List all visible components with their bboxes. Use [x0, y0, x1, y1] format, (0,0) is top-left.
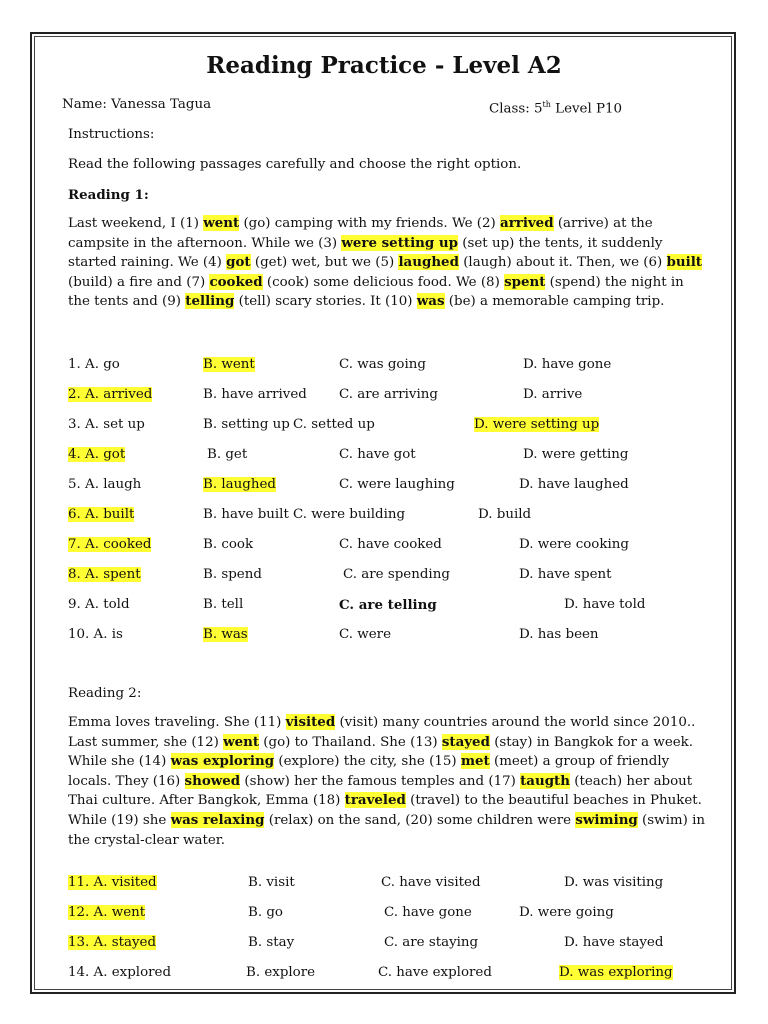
answer-option: B. spend [203, 567, 262, 582]
passage-text: (get) wet, but we (5) [250, 255, 399, 271]
passage-text: (go) to Thailand. She (13) [259, 734, 442, 750]
passage-text: Last weekend, I (1) [68, 216, 204, 231]
passage-text: (teach) her about Thai culture. After Bangkok, Emma (18) [68, 773, 693, 809]
answer-option: 6. A. built [68, 507, 135, 522]
answer-option: D. have stayed [564, 935, 664, 950]
reading2-heading: Reading 2: [68, 686, 142, 701]
answer-highlight: was [416, 293, 445, 310]
page-title: Reading Practice - Level A2 [206, 52, 562, 79]
passage-text: (swim) in the crystal-clear water. [68, 812, 705, 848]
passage-text: (build) a fire and (7) [68, 274, 210, 290]
instructions-text: Read the following passages carefully and choose the right option. [68, 157, 522, 172]
answer-option: B. explore [246, 965, 316, 980]
reading1-heading: Reading 1: [68, 187, 149, 203]
passage-text: (explore) the city, she (15) [274, 754, 461, 770]
passage-text: (laugh) about it. Then, we (6) [458, 255, 667, 271]
passage-text: (spend) the night in the tents and (9) [68, 274, 684, 310]
answer-highlight: cooked [209, 273, 263, 290]
answer-option: 9. A. told [68, 597, 130, 612]
passage-text: (arrive) at the campsite in the afternoon. While we (3) [68, 216, 653, 251]
answer-option: C. are spending [343, 567, 450, 582]
answer-highlight: visited [285, 714, 336, 730]
answer-highlight: telling [185, 293, 235, 310]
answer-option: 12. A. went [68, 905, 146, 920]
passage-text: (set up) the tents, it suddenly started raining. We (4) [68, 235, 663, 271]
answer-highlight: built [666, 254, 702, 271]
answer-option: B. was [203, 627, 248, 642]
passage-text: (go) camping with my friends. We (2) [239, 216, 501, 231]
passage-text: (stay) in Bangkok for a week. While she (14) [68, 734, 694, 770]
answer-highlight: arrived [500, 215, 554, 231]
answer-option: B. laughed [203, 477, 276, 492]
answer-option: B. tell [203, 597, 244, 612]
answer-option: 11. A. visited [68, 875, 157, 890]
answer-highlight: taugth [520, 772, 570, 789]
answer-option: B. cook [203, 537, 254, 552]
answer-option: B. visit [248, 875, 295, 890]
answer-option: 8. A. spent [68, 567, 141, 582]
answer-option: D. have laughed [519, 477, 629, 492]
answer-option: 1. A. go [68, 357, 120, 372]
reading2-passage [68, 713, 708, 850]
answer-option: C. have got [339, 447, 416, 462]
answer-option: C. have gone [384, 905, 472, 920]
answer-option: D. were cooking [519, 537, 629, 552]
passage-text: (tell) scary stories. It (10) [234, 294, 417, 310]
answer-option: C. were laughing [339, 477, 455, 492]
passage-text: (be) a memorable camping trip. [444, 294, 665, 310]
instructions-label: Instructions: [68, 127, 155, 142]
passage-text: (cook) some delicious food. We (8) [262, 274, 505, 290]
answer-highlight: went [223, 733, 260, 750]
answer-option: B. have built [203, 507, 289, 522]
answer-highlight: were setting up [341, 234, 459, 251]
answer-option: D. was visiting [564, 875, 664, 890]
answer-option: C. are arriving [339, 387, 438, 402]
answer-option: D. have spent [519, 567, 612, 582]
answer-highlight: spent [504, 273, 546, 290]
answer-highlight: stayed [441, 733, 490, 750]
answer-option: B. have arrived [203, 387, 307, 402]
answer-option: 5. A. laugh [68, 477, 142, 492]
answer-option: C. have visited [381, 875, 481, 890]
answer-option: C. were building [293, 507, 406, 522]
answer-option: 3. A. set up [68, 417, 145, 432]
answer-highlight: traveled [344, 792, 406, 809]
answer-option: D. have told [564, 597, 646, 612]
answer-option: D. arrive [523, 387, 583, 402]
answer-highlight: was exploring [170, 753, 275, 770]
passage-text: (relax) on the sand, (20) some children were [264, 812, 576, 828]
answer-option: B. get [207, 447, 248, 462]
answer-option: C. have explored [378, 965, 492, 980]
answer-option: C. are staying [384, 935, 479, 950]
answer-option: C. was going [339, 357, 426, 372]
answer-highlight: swiming [575, 811, 638, 828]
answer-option: C. were [339, 627, 391, 642]
answer-option: B. setting up [203, 417, 290, 432]
answer-option: C. are telling [339, 597, 437, 613]
passage-text: (show) her the famous temples and (17) [240, 773, 521, 789]
answer-option: D. were setting up [474, 417, 600, 432]
student-name: Name: Vanessa Tagua [62, 97, 212, 112]
answer-highlight: met [460, 753, 490, 770]
answer-option: D. build [478, 507, 532, 522]
answer-option: B. went [203, 357, 255, 372]
answer-highlight: was relaxing [170, 811, 265, 828]
answer-option: D. have gone [523, 357, 612, 372]
answer-option: 7. A. cooked [68, 537, 152, 552]
answer-option: 4. A. got [68, 447, 126, 462]
answer-highlight: showed [184, 772, 241, 789]
passage-text: (travel) to the beautiful beaches in Phuket. While (19) she [68, 793, 702, 828]
answer-highlight: laughed [398, 254, 459, 271]
answer-option: D. were going [519, 905, 614, 920]
answer-option: 14. A. explored [68, 965, 172, 980]
passage-text: Emma loves traveling. She (11) [68, 715, 286, 730]
answer-option: B. stay [248, 935, 295, 950]
answer-option: 10. A. is [68, 627, 123, 642]
answer-option: D. has been [519, 627, 599, 642]
answer-option: C. setted up [293, 417, 375, 432]
answer-option: B. go [248, 905, 283, 920]
passage-text: (meet) a group of friendly locals. They (16) [68, 754, 670, 789]
answer-highlight: went [203, 215, 240, 231]
answer-option: D. were getting [523, 447, 629, 462]
answer-option: D. was exploring [559, 965, 673, 980]
reading1-passage [68, 214, 708, 312]
answer-option: 13. A. stayed [68, 935, 157, 950]
student-class: Class: 5th Level P10 [489, 100, 623, 117]
answer-option: C. have cooked [339, 537, 442, 552]
answer-highlight: got [226, 254, 251, 271]
passage-text: (visit) many countries around the world since 2010.. Last summer, she (12) [68, 715, 696, 750]
answer-option: 2. A. arrived [68, 387, 153, 402]
